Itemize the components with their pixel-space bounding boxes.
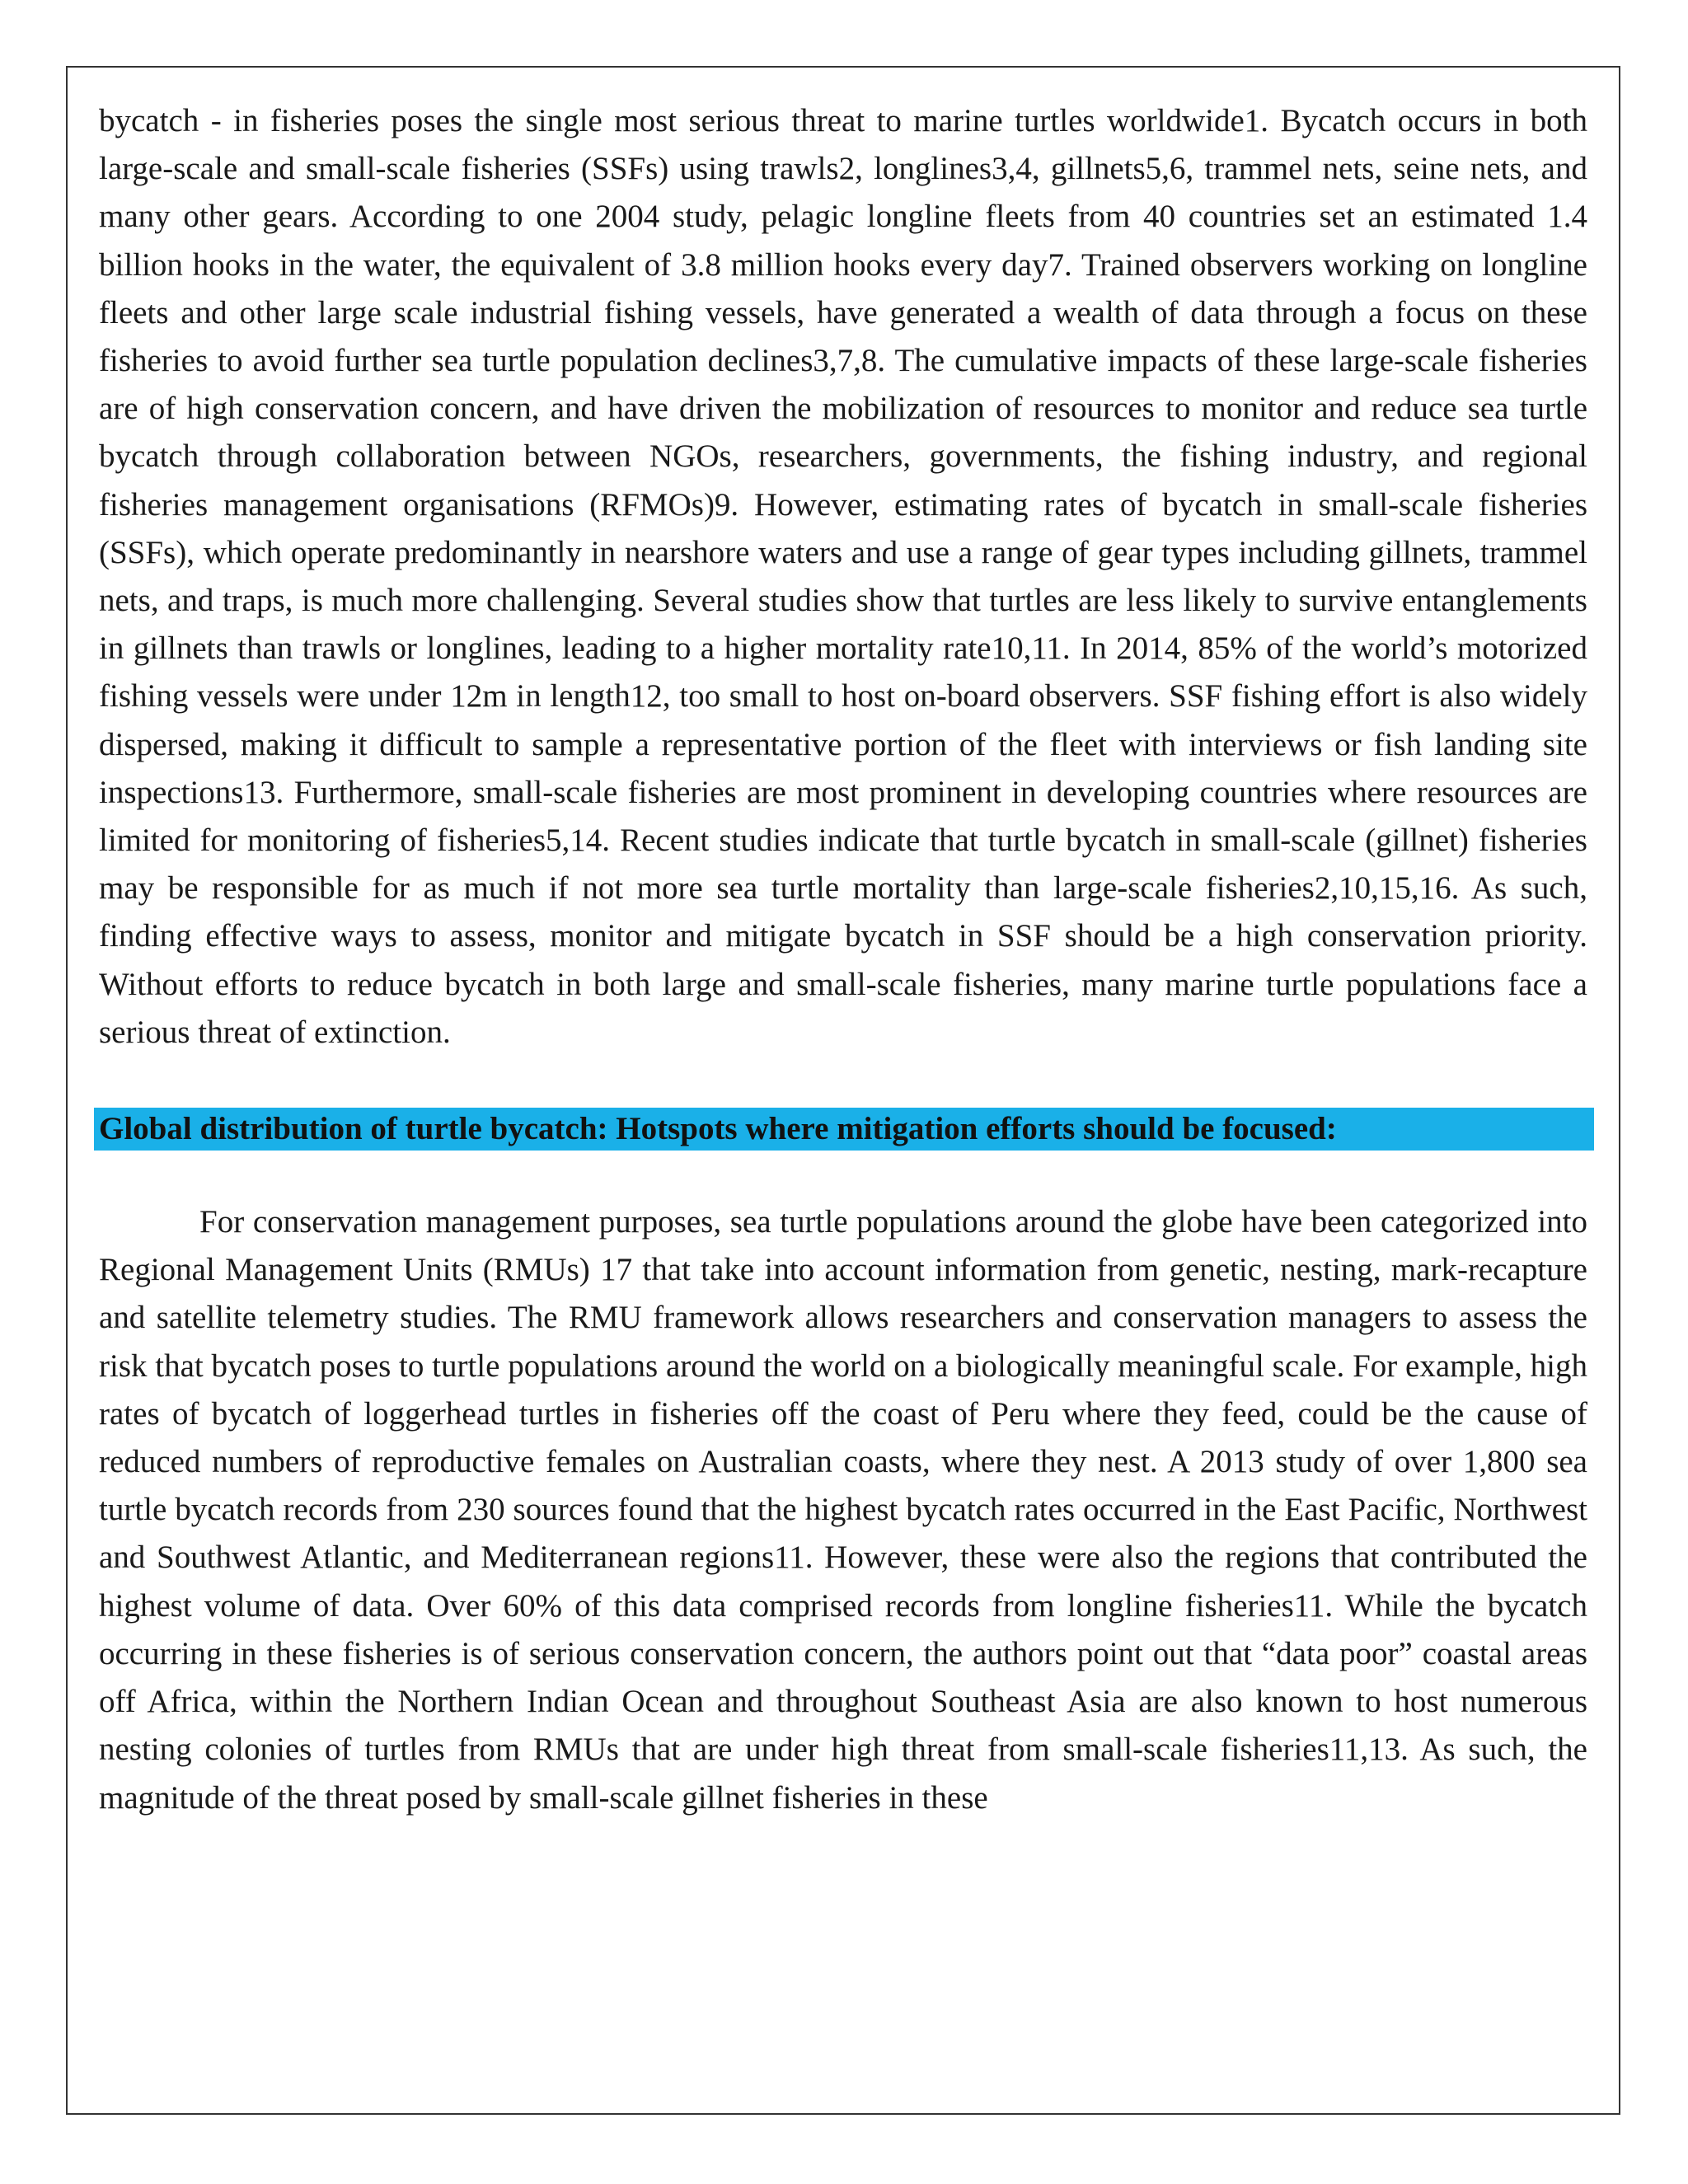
body-paragraph-bycatch-threat: bycatch - in fisheries poses the single most serious threat to marine turtles worldwide1. Bycatch occurs in both large-scale and small-scale fisheries (SSFs) using trawls2, longlines3,4, gillnets5,6, trammel nets, seine nets, and many other gears. According to one 2004 study, pelagic longline fleets from 40 countries set an estimated 1.4 billion hooks in the water, the equivalent of 3.8 million hooks every day7. Trained observers working on longline fleets and other large scale industrial fishing vessels, have generated a wealth of data through a focus on these fisheries to avoid further sea turtle population declines3,7,8. The cumulative impacts of these large-scale fisheries are of high conservation concern, and have driven the mobilization of resources to monitor and reduce sea turtle bycatch through collaboration between NGOs, researchers, governments, the fishing industry, and regional fisheries management organisations (RFMOs)9. However, estimating rates of bycatch in small-scale fisheries (SSFs), which operate predominantly in nearshore waters and use a range of gear types including gillnets, trammel nets, and traps, is much more challenging. Several studies show that turtles are less likely to survive entanglements in gillnets than trawls or longlines, leading to a higher mortality rate10,11. In 2014, 85% of the world’s motorized fishing vessels were under 12m in length12, too small to host on-board observers. SSF fishing effort is also widely dispersed, making it difficult to sample a representative portion of the fleet with interviews or fish landing site inspections13. Furthermore, small-scale fisheries are most prominent in developing countries where resources are limited for monitoring of fisheries5,14. Recent studies indicate that turtle bycatch in small-scale (gillnet) fisheries may be responsible for as much if not more sea turtle mortality than large-scale fisheries2,10,15,16. As such, finding effective ways to assess, monitor and mitigate bycatch in SSF should be a high conservation priority. Without efforts to reduce bycatch in both large and small-scale fisheries, many marine turtle populations face a serious threat of extinction. [99,103,1587,1050]
section-heading: Global distribution of turtle bycatch: Hotspots where mitigation efforts should be focused: [99,1111,1337,1147]
document-body [99,97,1587,1822]
body-paragraph-global-distribution: For conservation management purposes, sea turtle populations around the globe have been categorized into Regional Management Units (RMUs) 17 that take into account information from genetic, nesting, mark-recapture and satellite telemetry studies. The RMU framework allows researchers and conservation managers to assess the risk that bycatch poses to turtle populations around the world on a biologically meaningful scale. For example, high rates of bycatch of loggerhead turtles in fisheries off the coast of Peru where they feed, could be the cause of reduced numbers of reproductive females on Australian coasts, where they nest. A 2013 study of over 1,800 sea turtle bycatch records from 230 sources found that the highest bycatch rates occurred in the East Pacific, Northwest and Southwest Atlantic, and Mediterranean regions11. However, these were also the regions that contributed the highest volume of data. Over 60% of this data comprised records from longline fisheries11. While the bycatch occurring in these fisheries is of serious conservation concern, the authors point out that “data poor” coastal areas off Africa, within the Northern Indian Ocean and throughout Southeast Asia are also known to host numerous nesting colonies of turtles from RMUs that are under high threat from small-scale fisheries11,13. As such, the magnitude of the threat posed by small-scale gillnet fisheries in these [99,1204,1587,1816]
section-heading-highlight [94,1108,1594,1151]
